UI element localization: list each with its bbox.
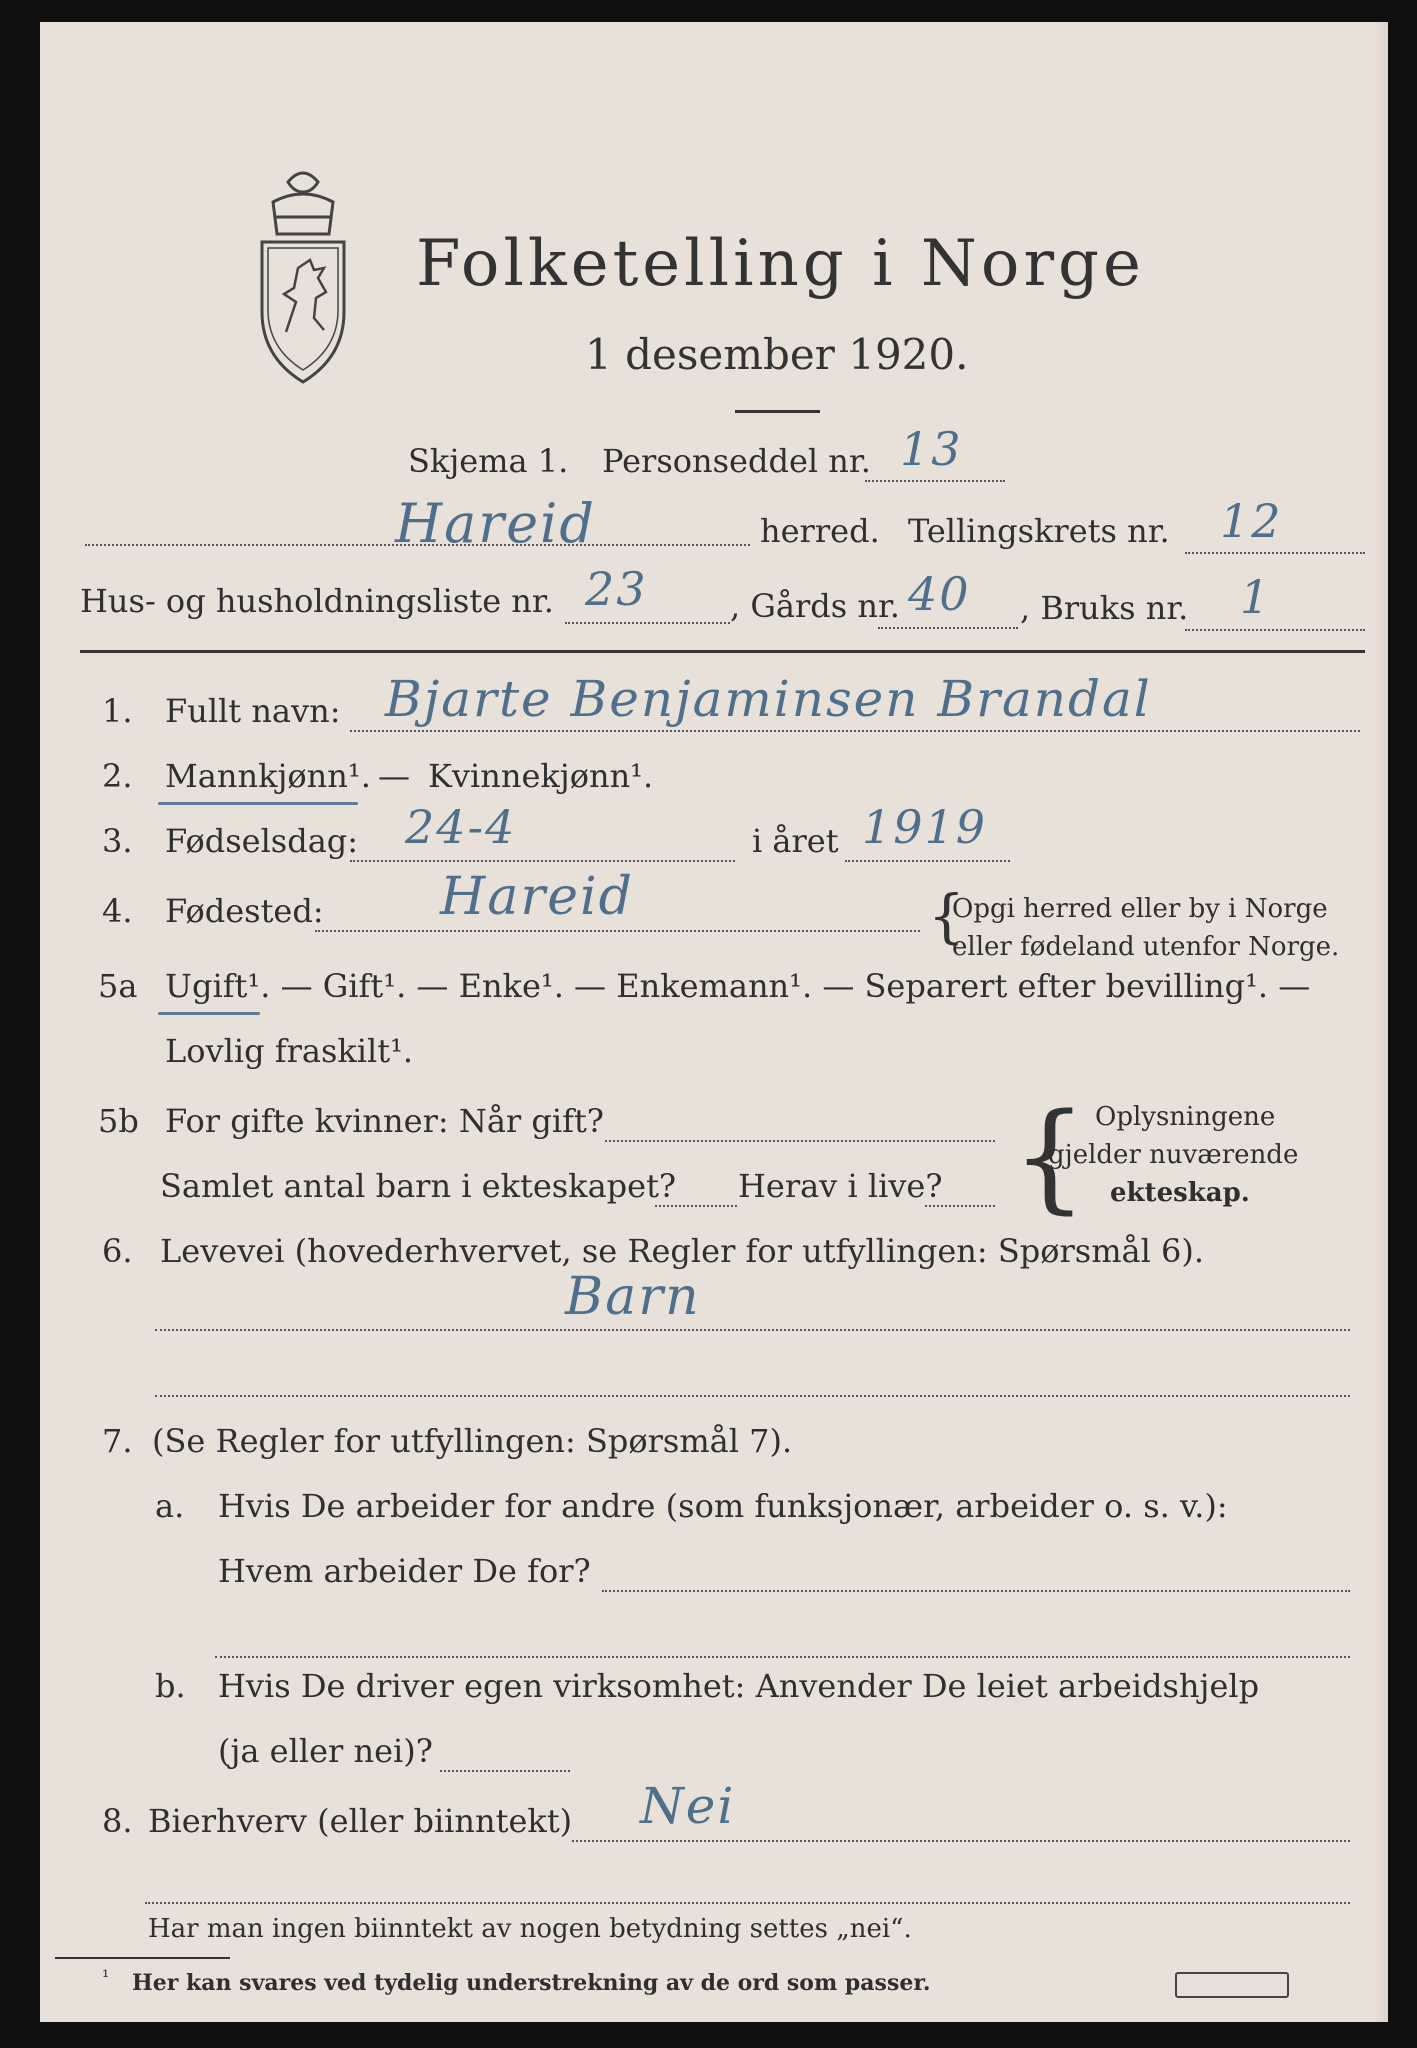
birthplace-note-1: Opgi herred eller by i Norge xyxy=(952,894,1328,924)
marriage-note-1: Oplysningene xyxy=(1095,1102,1276,1132)
q7a-letter: a. xyxy=(155,1487,185,1525)
full-name-value[interactable]: Bjarte Benjaminsen Brandal xyxy=(385,670,1152,728)
husliste-label: Hus- og husholdningsliste nr. xyxy=(80,582,554,620)
hired-help-label: (ja eller nei)? xyxy=(218,1732,433,1770)
birthdate-value[interactable]: 24-4 xyxy=(405,800,517,854)
footnote-text: Her kan svares ved tydelig understrekning av de ord som passer. xyxy=(132,1970,931,1996)
ugift-underline xyxy=(158,1012,260,1015)
census-form: Folketelling i Norge 1 desember 1920. Skjema 1. Personseddel nr. 13 Hareid herred. Tellingskrets nr. 12 Hus- og husholdningsliste nr. 23 , Gårds nr. 40 , Bruks nr. 1 1. Fullt navn: Bjarte Benjaminsen Brandal 2. Mannkjønn¹. — Kvinnekjønn¹. 3. Fødselsdag: 24-4 i året 1919 4. Fødested: Hareid { Opgi herred eller by i Norge eller fødeland utenfor Norge. 5a Ugift¹. — Gift¹. — Enke¹. — Enkemann¹. — Separert efter bevilling¹. — Lovlig fraskilt¹. 5b For gifte kvinner: Når gift? Samlet antal barn i ekteskapet? Herav i live? { Oplysningene gjelder nuværende ekteskap. 6. Levevei (hovederhvervet, se Regler for utfyllingen: Spørsmål 6). Barn 7. (Se Regler for utfyllingen: Spørsmål 7). a. Hvis De arbeider for andre (som funksjonær, arbeider o. s. v.): Hvem arbeider De for? b. Hvis De driver egen virksomhet: Anvender De leiet arbeidshjelp (ja eller nei)? 8. Bierhverv (eller biinntekt) Nei Har man ingen biinntekt av nogen betydning settes „nei“. ¹ Her kan svares ved tydelig understrekning av de ord som passer. xyxy=(40,22,1388,2022)
q2-number: 2. xyxy=(102,757,133,795)
marriage-note-3: ekteskap. xyxy=(1110,1178,1250,1208)
birthplace-note-2: eller fødeland utenfor Norge. xyxy=(952,932,1340,962)
side-income-note: Har man ingen biinntekt av nogen betydning settes „nei“. xyxy=(148,1914,912,1944)
q8-number: 8. xyxy=(102,1802,133,1840)
tellingskrets-value[interactable]: 12 xyxy=(1220,494,1283,548)
q7b-letter: b. xyxy=(155,1667,186,1705)
printer-stamp xyxy=(1175,1972,1289,1998)
sex-separator: — xyxy=(378,757,410,795)
gards-label: , Gårds nr. xyxy=(730,587,900,625)
herred-label: herred. xyxy=(760,512,880,550)
q3-label: Fødselsdag: xyxy=(165,822,359,860)
gards-value[interactable]: 40 xyxy=(908,567,971,621)
norwegian-coat-of-arms-icon xyxy=(248,162,358,387)
tellingskrets-label: Tellingskrets nr. xyxy=(908,512,1170,550)
q4-label: Fødested: xyxy=(165,892,324,930)
schema-label: Skjema 1. xyxy=(408,442,569,480)
q1-number: 1. xyxy=(102,692,133,730)
sex-option-male[interactable]: Mannkjønn¹. xyxy=(165,757,371,795)
q5b-number: 5b xyxy=(98,1102,139,1140)
marital-status-options[interactable]: Ugift¹. — Gift¹. — Enke¹. — Enkemann¹. — Separert efter bevilling¹. — xyxy=(165,967,1311,1005)
form-title: Folketelling i Norge xyxy=(416,227,1145,301)
title-divider xyxy=(735,410,820,413)
q3-number: 3. xyxy=(102,822,133,860)
footnote-marker: ¹ xyxy=(102,1967,110,1988)
employer-label: Hvem arbeider De for? xyxy=(218,1552,591,1590)
q1-label: Fullt navn: xyxy=(165,692,341,730)
marital-status-options-2[interactable]: Lovlig fraskilt¹. xyxy=(165,1032,414,1070)
marriage-note-2: gjelder nuværende xyxy=(1048,1140,1299,1170)
q7-number: 7. xyxy=(102,1422,133,1460)
census-date: 1 desember 1920. xyxy=(585,330,969,379)
q7-label: (Se Regler for utfyllingen: Spørsmål 7). xyxy=(152,1422,793,1460)
occupation-value[interactable]: Barn xyxy=(565,1267,701,1327)
married-when-label: For gifte kvinner: Når gift? xyxy=(165,1102,604,1140)
header-rule xyxy=(80,650,1365,653)
herred-value[interactable]: Hareid xyxy=(395,492,596,555)
side-income-value[interactable]: Nei xyxy=(640,1777,736,1835)
children-count-label: Samlet antal barn i ekteskapet? xyxy=(160,1167,677,1205)
q6-number: 6. xyxy=(102,1232,133,1270)
year-label: i året xyxy=(752,822,839,860)
children-alive-label: Herav i live? xyxy=(738,1167,943,1205)
q7a-question: Hvis De arbeider for andre (som funksjonær, arbeider o. s. v.): xyxy=(218,1487,1228,1525)
bruks-value[interactable]: 1 xyxy=(1240,570,1272,624)
husliste-value[interactable]: 23 xyxy=(585,562,648,616)
side-income-label: Bierhverv (eller biinntekt) xyxy=(148,1802,573,1840)
personseddel-value[interactable]: 13 xyxy=(900,422,963,476)
sex-option-female[interactable]: Kvinnekjønn¹. xyxy=(428,757,654,795)
personseddel-label: Personseddel nr. xyxy=(602,442,871,480)
q7b-question: Hvis De driver egen virksomhet: Anvender De leiet arbeidshjelp xyxy=(218,1667,1260,1705)
birth-year-value[interactable]: 1919 xyxy=(862,800,988,854)
male-underline xyxy=(158,802,358,805)
bruks-label: , Bruks nr. xyxy=(1020,589,1189,627)
footnote-rule xyxy=(55,1957,230,1959)
birthplace-value[interactable]: Hareid xyxy=(440,867,634,927)
occupation-label: Levevei (hovederhvervet, se Regler for utfyllingen: Spørsmål 6). xyxy=(160,1232,1205,1270)
q5a-number: 5a xyxy=(98,967,138,1005)
q4-number: 4. xyxy=(102,892,133,930)
